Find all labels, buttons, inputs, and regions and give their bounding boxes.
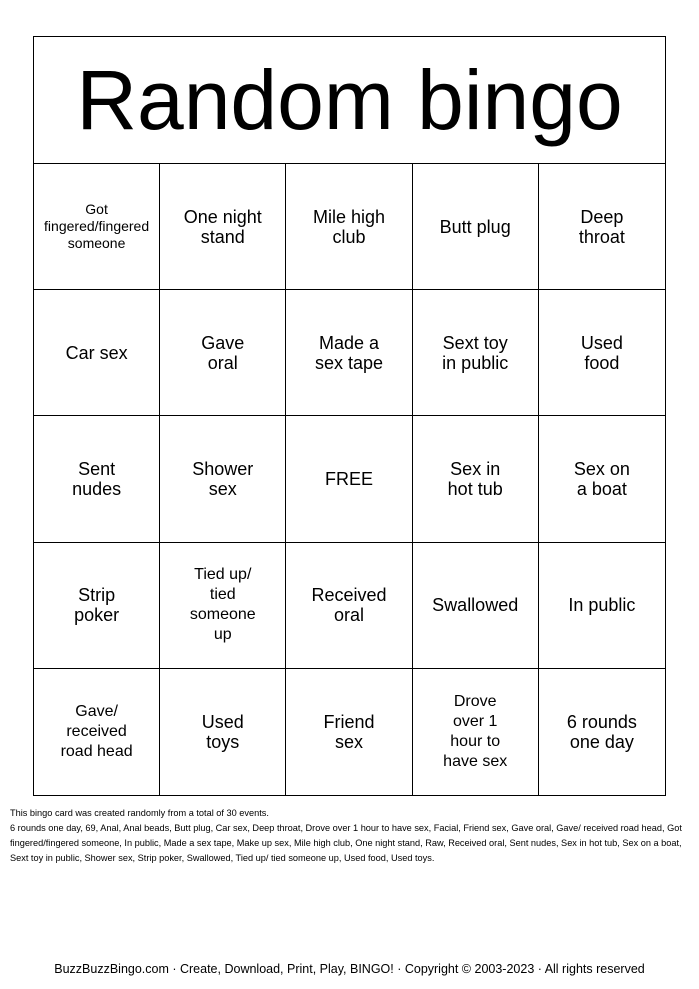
bingo-cell[interactable]: Strip poker [34, 543, 160, 669]
bingo-cell[interactable]: One night stand [160, 164, 286, 290]
bingo-cell[interactable]: Shower sex [160, 416, 286, 542]
bingo-cell[interactable]: Mile high club [286, 164, 412, 290]
bingo-cell[interactable]: Sext toy in public [413, 290, 539, 416]
bingo-cell[interactable]: Used toys [160, 669, 286, 795]
bingo-cell[interactable]: Friend sex [286, 669, 412, 795]
bingo-cell[interactable]: Gave/ received road head [34, 669, 160, 795]
footnote-event-list: 6 rounds one day, 69, Anal, Anal beads, Butt plug, Car sex, Deep throat, Drove over 1 hour to have sex, Facial, Friend sex, Gave oral, Gave/ received road head, Got fingered/fingered someone, In public, Made a sex tape, Make up sex, Mile high club, One night stand, Raw, Received oral, Sent nudes, Sex in hot tub, Sex on a boat, Sext toy in public, Shower sex, Strip poker, Swallowed, Tied up/ tied someone up, Used food, Used toys. [10, 823, 682, 863]
card-footnote [10, 806, 690, 866]
bingo-cell[interactable]: Tied up/ tied someone up [160, 543, 286, 669]
bingo-cell[interactable]: Received oral [286, 543, 412, 669]
bingo-cell[interactable]: Got fingered/fingered someone [34, 164, 160, 290]
bingo-cell[interactable]: Deep throat [539, 164, 665, 290]
bingo-cell[interactable]: Drove over 1 hour to have sex [413, 669, 539, 795]
bingo-cell[interactable]: Sex in hot tub [413, 416, 539, 542]
free-space-cell[interactable]: FREE [286, 416, 412, 542]
bingo-cell[interactable]: In public [539, 543, 665, 669]
bingo-cell[interactable]: Sent nudes [34, 416, 160, 542]
bingo-cell[interactable]: Made a sex tape [286, 290, 412, 416]
bingo-cell[interactable]: Car sex [34, 290, 160, 416]
footnote-intro: This bingo card was created randomly from a total of 30 events. [10, 808, 269, 818]
bingo-cell[interactable]: Used food [539, 290, 665, 416]
bingo-cell[interactable]: Gave oral [160, 290, 286, 416]
bingo-card [33, 36, 666, 796]
bingo-cell[interactable]: Butt plug [413, 164, 539, 290]
card-title: Random bingo [34, 37, 665, 164]
site-footer: BuzzBuzzBingo.com · Create, Download, Print, Play, BINGO! · Copyright © 2003-2023 · All rights reserved [54, 962, 645, 976]
bingo-cell[interactable]: Sex on a boat [539, 416, 665, 542]
bingo-cell[interactable]: Swallowed [413, 543, 539, 669]
bingo-grid [34, 164, 665, 795]
bingo-cell[interactable]: 6 rounds one day [566, 711, 637, 752]
